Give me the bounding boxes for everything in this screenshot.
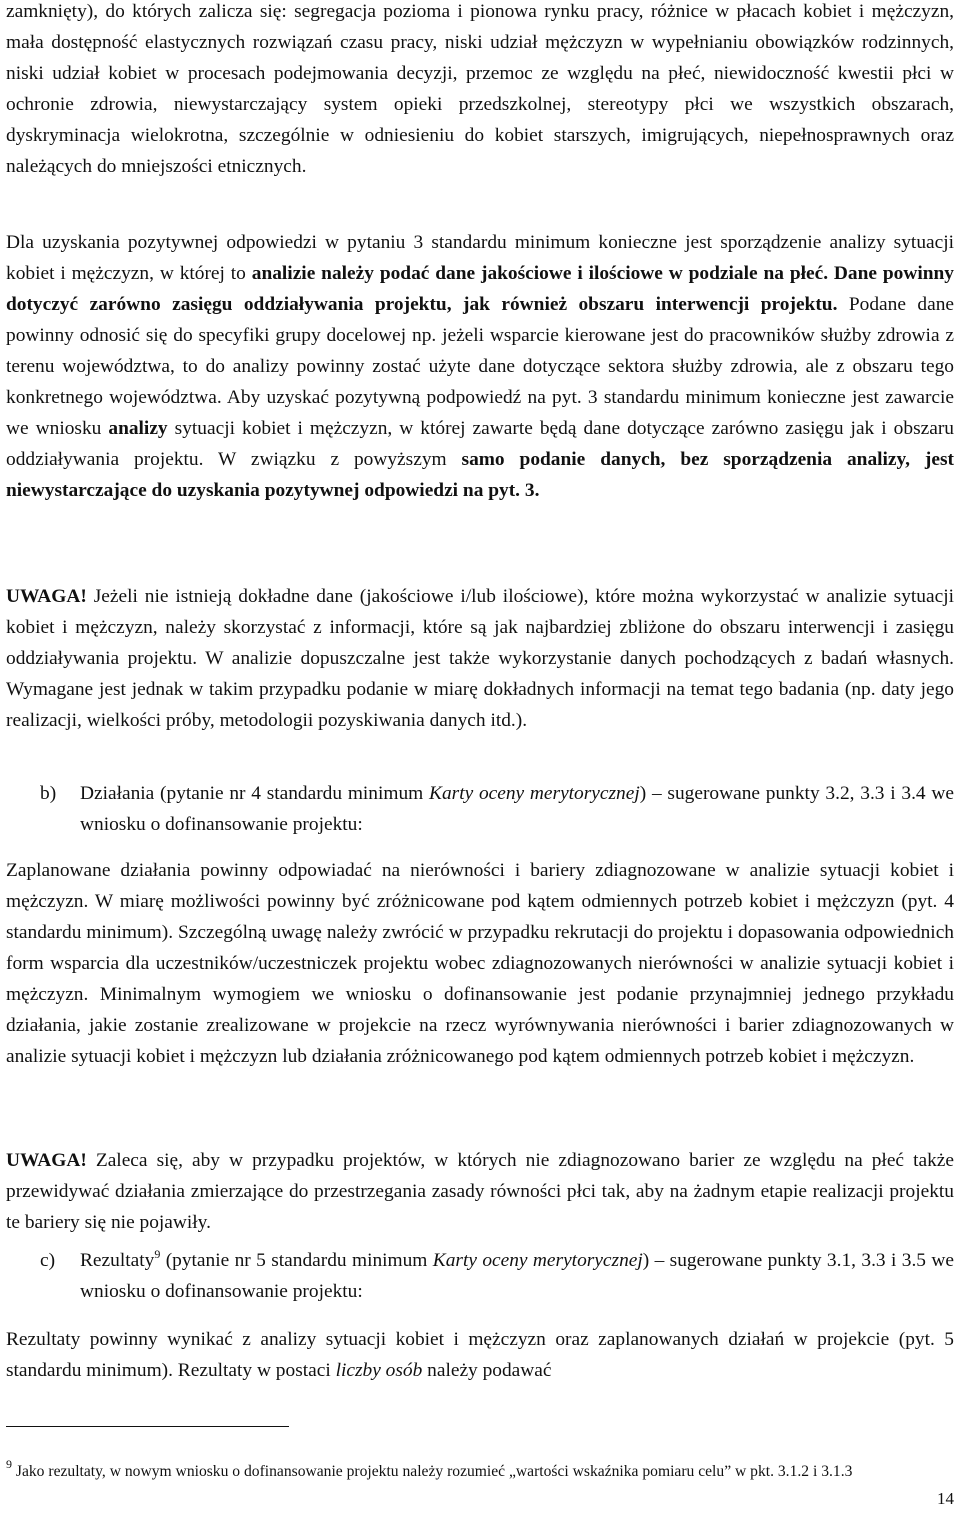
paragraph-barriers: zamknięty), do których zalicza się: segregacja pozioma i pionowa rynku pracy, różnice w płacach kobiet i mężczyzn, mała dostępność elastycznych rozwiązań czasu pracy, niski udział mężczyzn w wypełnianiu obowiązków rodzinnych, niski udział kobiet w procesach podejmowania decyzji, przemoc ze względu na płeć, niewidoczność kwestii płci w ochronie zdrowia, niewystarczający system opieki przedszkolnej, stereotypy płci we wszystkich obszarach, dyskryminacja wielokrotna, szczególnie w odniesieniu do kobiet starszych, imigrujących, niepełnosprawnych oraz należących do mniejszości etnicznych. [6, 1, 954, 177]
page-number: 14 [937, 1489, 954, 1508]
text-run: ) – sugerowane punkty 3.1, 3.3 i 3.5 we wniosku o dofinansowanie projektu: [80, 1250, 954, 1302]
footnote [6, 1456, 954, 1482]
text-run: Dla uzyskania pozytywnej odpowiedzi w pytaniu 3 standardu minimum konieczne jest sporządzenie analizy sytuacji kobiet i mężczyzn, w której to [6, 232, 954, 284]
italic-run: Karty oceny merytorycznej [432, 1250, 643, 1271]
list-item-text [80, 778, 954, 840]
paragraph-uwaga-barriers [6, 1145, 954, 1238]
footnote-number: 9 [6, 1456, 12, 1471]
text-run: Podane dane powinny odnosić się do specyfiki grupy docelowej np. jeżeli wsparcie kierowane jest do pracowników służby zdrowia z terenu województwa, to do analizy powinny zostać użyte dane dotyczące sektora służby zdrowia, ale z obszaru tego konkretnego województwa. Aby uzyskać pozytywną podpowiedź na pyt. 3 standardu minimum konieczne jest zawarcie we wniosku [6, 294, 954, 439]
text-run: ) – sugerowane punkty 3.2, 3.3 i 3.4 we wniosku o dofinansowanie projektu: [80, 783, 954, 835]
uwaga-label: UWAGA! [6, 586, 87, 607]
italic-run: Karty oceny merytorycznej [429, 783, 640, 804]
text-run: sytuacji kobiet i mężczyzn, w której zawarte będą dane dotyczące zarówno zasięgu jak i obszaru oddziaływania projektu. W związku z powyższym [6, 418, 954, 470]
footnote-separator [6, 1426, 289, 1427]
paragraph-actions: Zaplanowane działania powinny odpowiadać na nierówności i bariery zdiagnozowane w analizie sytuacji kobiet i mężczyzn. W miarę możliwości powinny być zróżnicowane pod kątem odmiennych potrzeb kobiet i mężczyzn (pyt. 4 standardu minimum). Szczególną uwagę należy zwrócić w przypadku rekrutacji do projektu i dopasowania odpowiednich form wsparcia dla uczestników/uczestniczek projektu wobec zdiagnozowanych nierówności w analizie sytuacji kobiet i mężczyzn. Minimalnym wymogiem we wniosku o dofinansowanie jest podanie przynajmniej jednego przykładu działania, jakie zostanie zrealizowane w projekcie na rzecz wyrównywania nierówności i barier zdiagnozowanych w analizie sytuacji kobiet i mężczyzn lub działania zróżnicowanego pod kątem odmiennych potrzeb kobiet i mężczyzn. [6, 860, 954, 1067]
paragraph-results [6, 1324, 954, 1386]
list-item-text [80, 1245, 954, 1307]
text-run: (pytanie nr 5 standardu minimum [160, 1250, 433, 1271]
list-item-b [40, 778, 954, 840]
italic-run: liczby osób [335, 1360, 423, 1381]
bold-run: analizy [108, 418, 168, 439]
list-marker: c) [40, 1250, 56, 1271]
text-run: Zaleca się, aby w przypadku projektów, w których nie zdiagnozowano barier ze względu na płeć także przewidywać działania zmierzające do przestrzegania zasady równości płci tak, aby na żadnym etapie realizacji projektu te bariery się nie pojawiły. [6, 1150, 954, 1233]
paragraph-uwaga-data [6, 581, 954, 736]
text-run: Działania (pytanie nr 4 standardu minimum [80, 783, 430, 804]
footnote-text: Jako rezultaty, w nowym wniosku o dofinansowanie projektu należy rozumieć „wartości wskaźnika pomiaru celu” w pkt. 3.1.2 i 3.1.3 [12, 1462, 853, 1480]
bold-run: analizie należy podać dane jakościowe i ilościowe w podziale na płeć. Dane powinny dotyczyć zarówno zasięgu oddziaływania projektu, jak również obszaru interwencji projektu. [6, 263, 955, 315]
uwaga-label: UWAGA! [6, 1150, 87, 1171]
list-marker: b) [40, 783, 57, 804]
footnote-ref[interactable]: 9 [154, 1247, 161, 1261]
text-run: należy podawać [422, 1360, 552, 1381]
text-run: Jeżeli nie istnieją dokładne dane (jakościowe i/lub ilościowe), które można wykorzystać w analizie sytuacji kobiet i mężczyzn, należy skorzystać z informacji, które są jak najbardziej zbliżone do obszaru interwencji i zasięgu oddziaływania projektu. W analizie dopuszczalne jest także wykorzystanie danych pochodzących z badań własnych. Wymagane jest jednak w takim przypadku podanie w miarę dokładnych informacji na temat tego badania (np. daty jego realizacji, wielkości próby, metodologii pozyskiwania danych itd.). [6, 586, 954, 731]
list-item-c [40, 1245, 954, 1307]
paragraph-analysis-requirement [6, 227, 954, 506]
text-run: Rezultaty [80, 1250, 155, 1271]
bold-run: samo podanie danych, bez sporządzenia analizy, jest niewystarczające do uzyskania pozytywnej odpowiedzi na pyt. 3. [6, 449, 954, 501]
text-run: Rezultaty powinny wynikać z analizy sytuacji kobiet i mężczyzn oraz zaplanowanych działań w projekcie (pyt. 5 standardu minimum). Rezultaty w postaci [6, 1329, 954, 1381]
